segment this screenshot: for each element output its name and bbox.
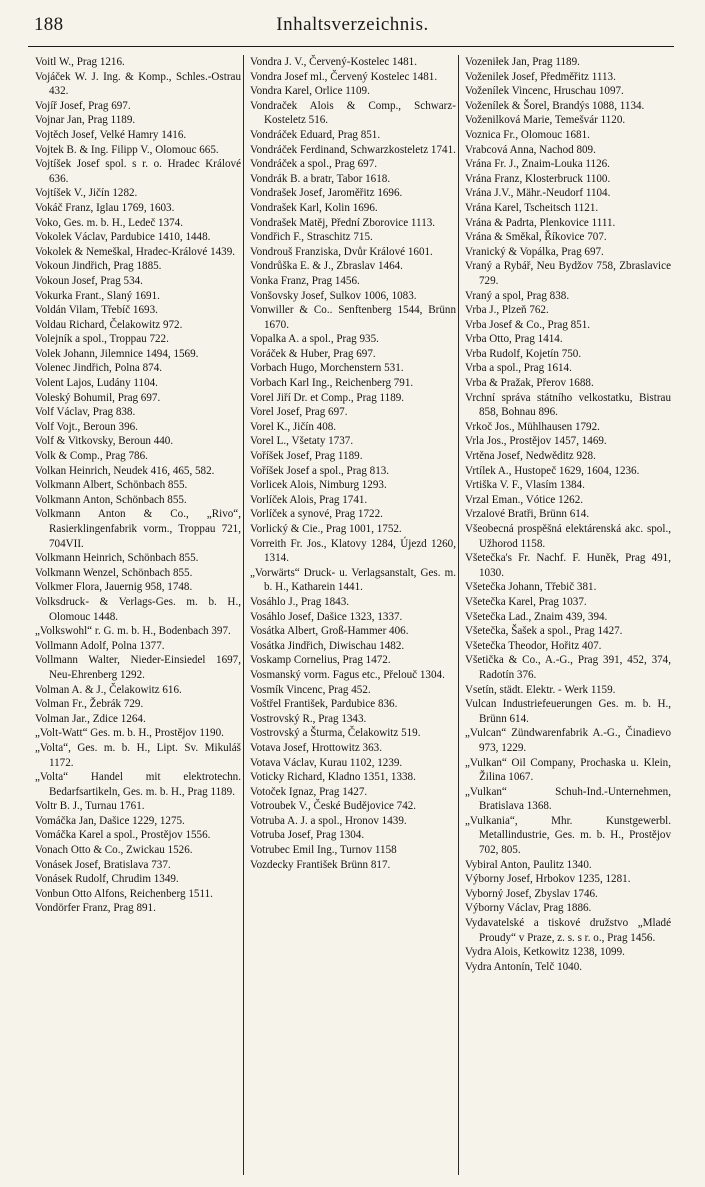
column-divider [458, 55, 459, 1175]
index-entry: Voltr B. J., Turnau 1761. [35, 800, 145, 813]
index-entry: Volkmann Albert, Schönbach 855. [35, 479, 188, 492]
index-entry: Volf Vojt., Beroun 396. [35, 420, 138, 433]
page-number: 188 [34, 14, 64, 35]
index-entry: Volkan Heinrich, Neudek 416, 465, 582. [35, 464, 215, 477]
index-entry: Vranický & Vopálka, Prag 697. [465, 245, 604, 258]
index-entry: Voženilková Marie, Temešvár 1120. [465, 114, 626, 127]
index-entry: Vomáčka Jan, Dašice 1229, 1275. [35, 814, 185, 827]
index-entry: Vorel Jiří Dr. et Comp., Prag 1189. [250, 391, 405, 404]
index-entry: Volent Lajos, Ludány 1104. [35, 377, 158, 390]
index-entry: Vrla Jos., Prostějov 1457, 1469. [465, 435, 607, 448]
page-header [0, 14, 705, 42]
index-entry: Volk & Comp., Prag 786. [35, 450, 148, 463]
index-entry: Volkmer Flora, Jauernig 958, 1748. [35, 581, 193, 594]
index-entry: Vostrovský a Šturma, Čelakowitz 519. [250, 727, 421, 740]
index-entry: Vojtíšek Josef spol. s r. o. Hradec Králové 636. [35, 158, 241, 185]
index-entry: Vosátka Albert, Groß-Hammer 406. [250, 625, 409, 638]
index-entry: Volman Jar., Zdice 1264. [35, 712, 146, 725]
index-entry: Volman Fr., Žebrák 729. [35, 698, 144, 711]
index-entry: Vrchní správa státního velkostatku, Bistrau 858, Bohnau 896. [465, 391, 671, 419]
index-entry: Vorreith Fr. Jos., Klatovy 1284, Újezd 1260, 1314. [250, 537, 456, 565]
index-entry: Vondrůška E. & J., Zbraslav 1464. [250, 260, 403, 273]
index-entry: Vondrák B. a bratr, Tabor 1618. [250, 172, 391, 185]
index-entry: Voldau Richard, Čelakowitz 972. [35, 318, 183, 331]
index-entry: Vokoun Josef, Prag 534. [35, 274, 143, 287]
index-entry: Vrba & Pražak, Přerov 1688. [465, 377, 594, 390]
index-entry: Vsetín, städt. Elektr. - Werk 1159. [465, 683, 616, 696]
index-entry: Vorel K., Jičín 408. [250, 420, 337, 433]
index-entry: Všeobecná prospěšná elektárenská akc. spol., Užhorod 1158. [465, 523, 671, 550]
index-entry: Vrána Franz, Klosterbruck 1100. [465, 172, 611, 185]
index-entry: Vraný a Rybář, Neu Bydžov 758, Zbraslavice 729. [465, 260, 671, 287]
index-entry: Vokolek Václav, Pardubice 1410, 1448. [35, 231, 211, 244]
index-entry: Vorbach Karl Ing., Reichenberg 791. [250, 377, 414, 390]
index-entry: Voříšek Josef, Prag 1189. [250, 450, 363, 463]
index-entry: „Vorwärts“ Druck- u. Verlagsanstalt, Ges. m. b. H., Katharein 1441. [250, 566, 456, 594]
index-entry: Výborny Václav, Prag 1886. [465, 902, 592, 915]
index-entry: „Vulkan“ Oil Company, Prochaska u. Klein, Žilina 1067. [465, 756, 671, 784]
index-entry: Vondráček Ferdinand, Schwarzkosteletz 1741. [250, 143, 456, 156]
index-entry: Volksdruck- & Verlags-Ges. m. b. H., Olomouc 1448. [35, 595, 241, 623]
index-entry: Vrba Otto, Prag 1414. [465, 333, 563, 346]
index-entry: Vrkoč Jos., Mühlhausen 1792. [465, 420, 600, 433]
index-entry: „Volkswohl“ r. G. m. b. H., Bodenbach 397. [35, 625, 231, 638]
index-entry: Vrzalové Bratři, Brünn 614. [465, 508, 590, 521]
index-entry: Vonka Franz, Prag 1456. [250, 274, 360, 287]
index-entry: Votruba Josef, Prag 1304. [250, 829, 365, 842]
index-entry: Všetečka Theodor, Hořitz 407. [465, 639, 602, 652]
index-entry: Vrána & Padrta, Plenkovice 1111. [465, 216, 616, 229]
index-entry: Vonwiller & Co.. Senftenberg 1544, Brünn 1670. [250, 304, 456, 331]
index-entry: „Volta“ Handel mit elektrotechn. Bedarfsartikeln, Ges. m. b. H., Prag 1189. [35, 771, 241, 798]
index-entry: Vozdecky František Brünn 817. [250, 858, 391, 871]
index-entry: Vojtek B. & Ing. Filipp V., Olomouc 665. [35, 143, 219, 156]
index-entry: Vrtěna Josef, Nedwěditz 928. [465, 450, 596, 463]
index-entry: Vorel L., Všetaty 1737. [250, 435, 354, 448]
index-entry: Vorlicek Alois, Nimburg 1293. [250, 479, 387, 492]
index-entry: Vyborný Josef, Zbyslav 1746. [465, 887, 598, 900]
index-entry: Voženílek Vincenc, Hruschau 1097. [465, 85, 624, 98]
index-entry: Vondráček Eduard, Prag 851. [250, 128, 381, 141]
index-entry: Vonásek Rudolf, Chrudim 1349. [35, 873, 179, 886]
index-entry: Volman A. & J., Čelakowitz 616. [35, 683, 182, 696]
index-entry: Vrtiška V. F., Vlasím 1384. [465, 479, 585, 492]
index-entry: Vydra Antonín, Telč 1040. [465, 960, 583, 973]
index-entry: Vrána Fr. J., Znaim-Louka 1126. [465, 158, 610, 171]
index-entry: Vosáhlo J., Prag 1843. [250, 595, 350, 608]
index-entry: Vosátka Jindřich, Diwischau 1482. [250, 639, 405, 652]
index-entry: Vrána Karel, Tscheitsch 1121. [465, 201, 599, 214]
index-entry: Vomáčka Karel a spol., Prostějov 1556. [35, 829, 211, 842]
index-entry: Vydra Alois, Ketkowitz 1238, 1099. [465, 946, 625, 959]
index-entry: Vondraček Alois & Comp., Schwarz-Kosteletz 516. [250, 99, 456, 127]
index-entry: Volkmann Wenzel, Schönbach 855. [35, 566, 193, 579]
index-entry: Votava Václav, Kurau 1102, 1239. [250, 756, 403, 769]
index-entry: Votoček Ignaz, Prag 1427. [250, 785, 368, 798]
index-entry: Vokáč Franz, Iglau 1769, 1603. [35, 201, 175, 214]
index-entry: Vondráček a spol., Prag 697. [250, 158, 378, 171]
index-entry: Vondra Karel, Orlice 1109. [250, 85, 370, 98]
index-entry: Vydavatelské a tiskové družstvo „Mladé Proudy“ v Praze, z. s. s r. o., Prag 1456. [465, 917, 671, 944]
index-entry: Vondörfer Franz, Prag 891. [35, 902, 156, 915]
index-entry: Volf & Vitkovsky, Beroun 440. [35, 435, 174, 448]
index-entry: Vrána & Směkal, Říkovice 707. [465, 231, 607, 244]
index-entry: Vorlíček a synové, Prag 1722. [250, 508, 383, 521]
index-entry: Voskamp Cornelius, Prag 1472. [250, 654, 391, 667]
index-entry: Voldán Vilam, Třebíč 1693. [35, 304, 158, 317]
index-entry: Voticky Richard, Kladno 1351, 1338. [250, 771, 416, 784]
index-entry: Vosmík Vincenc, Prag 452. [250, 683, 371, 696]
index-entry: Vrána J.V., Mähr.-Neudorf 1104. [465, 187, 611, 200]
index-entry: Vorlický & Cie., Prag 1001, 1752. [250, 523, 402, 535]
index-entry: Vrba Rudolf, Kojetín 750. [465, 347, 582, 360]
index-entry: Votruba A. J. a spol., Hronov 1439. [250, 814, 407, 827]
index-entry: „Volt-Watt“ Ges. m. b. H., Prostějov 1190. [35, 727, 224, 740]
index-entry: Vrabcová Anna, Nachod 809. [465, 143, 596, 156]
index-entry: Votrubec Emil Ing., Turnov 1158 [250, 844, 397, 857]
index-entry: Vondrašek Matěj, Přední Zborovice 1113. [250, 216, 436, 229]
index-entry: Voráček & Huber, Prag 697. [250, 347, 376, 360]
index-entry: Vollmann Adolf, Polna 1377. [35, 639, 165, 652]
index-entry: „Vulkania“, Mhr. Kunstgewerbl. Metallindustrie, Ges. m. b. H., Prostějov 702, 805. [465, 814, 671, 857]
index-entry: „Volta“, Ges. m. b. H., Lipt. Sv. Mikuláš 1172. [35, 741, 241, 769]
index-entry: Voštřel František, Pardubice 836. [250, 698, 398, 711]
index-column-2 [250, 55, 456, 872]
index-entry: Vojáček W. J. Ing. & Komp., Schles.-Ostrau 432. [35, 70, 241, 98]
index-entry: Votava Josef, Hrottowitz 363. [250, 741, 382, 754]
index-entry: Výborny Josef, Hrbokov 1235, 1281. [465, 873, 631, 886]
index-entry: Vonásek Josef, Bratislava 737. [35, 858, 171, 871]
column-divider [243, 55, 244, 1175]
index-entry: Vokoun Jindřich, Prag 1885. [35, 260, 162, 273]
index-entry: Vorbach Hugo, Morchenstern 531. [250, 362, 404, 375]
index-entry: Vrtílek A., Hustopeč 1629, 1604, 1236. [465, 464, 640, 477]
index-entry: Všetička & Co., A.-G., Prag 391, 452, 374, Radotín 376. [465, 654, 671, 681]
index-entry: Vojnar Jan, Prag 1189. [35, 114, 136, 127]
index-entry: Vojíř Josef, Prag 697. [35, 99, 131, 112]
index-entry: Voitl W., Prag 1216. [35, 56, 125, 68]
index-entry: Vokurka Frant., Slaný 1691. [35, 289, 160, 302]
index-entry: Vraný a spol, Prag 838. [465, 289, 570, 302]
index-entry: Vollmann Walter, Nieder-Einsiedel 1697, Neu-Ehrenberg 1292. [35, 654, 241, 681]
index-entry: Vorel Josef, Prag 697. [250, 406, 348, 419]
index-entry: Vulcan Industriefeuerungen Ges. m. b. H., Brünn 614. [465, 698, 671, 725]
index-entry: Všetečka Johann, Třebič 381. [465, 581, 597, 594]
index-entry: Vrba Josef & Co., Prag 851. [465, 318, 591, 331]
index-entry: Vrzal Eman., Vótice 1262. [465, 493, 584, 506]
index-entry: Vozeniłek Jan, Prag 1189. [465, 56, 580, 68]
index-entry: „Vulcan“ Zündwarenfabrik A.-G., Činadievo 973, 1229. [465, 727, 671, 754]
index-entry: Všetečka Karel, Prag 1037. [465, 595, 587, 608]
index-entry: Vonach Otto & Co., Zwickau 1526. [35, 844, 193, 857]
index-entry: „Vulkan“ Schuh-Ind.-Unternehmen, Bratislava 1368. [465, 785, 671, 813]
index-entry: Vondrašek Josef, Jaroměřitz 1696. [250, 187, 403, 200]
index-entry: Vopalka A. a spol., Prag 935. [250, 333, 379, 346]
index-entry: Votroubek V., České Budějovice 742. [250, 800, 417, 813]
running-title: Inhaltsverzeichnis. [276, 14, 429, 35]
index-entry: Volf Václav, Prag 838. [35, 406, 136, 419]
index-entry: Vondra Josef ml., Červený Kostelec 1481. [250, 70, 438, 83]
index-entry: Voříšek Josef a spol., Prag 813. [250, 464, 390, 477]
index-entry: Voženilek Josef, Předměřitz 1113. [465, 70, 616, 83]
index-entry: Vondrouš Franziska, Dvůr Králové 1601. [250, 245, 433, 258]
index-entry: Vrba J., Plzeň 762. [465, 304, 549, 317]
index-entry: Voznica Fr., Olomouc 1681. [465, 128, 590, 141]
index-entry: Vojtíšek V., Jičín 1282. [35, 187, 138, 200]
index-entry: Volejník a spol., Troppau 722. [35, 333, 169, 346]
index-entry: Všetečka Lad., Znaim 439, 394. [465, 610, 608, 623]
index-column-3 [465, 55, 671, 974]
index-entry: Vondra J. V., Červený-Kostelec 1481. [250, 56, 418, 68]
index-entry: Volkmann Heinrich, Schönbach 855. [35, 552, 199, 565]
index-entry: Vosáhlo Josef, Dašice 1323, 1337. [250, 610, 403, 623]
index-entry: Volkmann Anton, Schönbach 855. [35, 493, 187, 506]
index-entry: Vosmanský vorm. Fagus etc., Přelouč 1304. [250, 668, 445, 681]
index-entry: Volek Johann, Jilemnice 1494, 1569. [35, 347, 199, 360]
index-entry: Vrba a spol., Prag 1614. [465, 362, 572, 375]
index-entry: Vondřich F., Straschitz 715. [250, 231, 373, 244]
header-rule [28, 46, 674, 47]
index-entry: Vojtěch Josef, Velké Hamry 1416. [35, 128, 187, 141]
index-entry: Všetečka, Šašek a spol., Prag 1427. [465, 625, 623, 638]
index-entry: Voženílek & Šorel, Brandýs 1088, 1134. [465, 99, 645, 112]
index-column-1 [35, 55, 241, 916]
index-entry: Voleský Bohumil, Prag 697. [35, 391, 161, 404]
index-entry: Vorlíček Alois, Prag 1741. [250, 493, 368, 506]
index-entry: Vostrovský R., Prag 1343. [250, 712, 367, 725]
index-entry: Vondrašek Karl, Kolin 1696. [250, 201, 378, 214]
index-entry: Vonšovsky Josef, Sulkov 1006, 1083. [250, 289, 417, 302]
index-entry: Voko, Ges. m. b. H., Ledeč 1374. [35, 216, 183, 229]
index-entry: Vokolek & Nemeškal, Hradec-Králové 1439. [35, 245, 236, 258]
index-entry: Vybiral Anton, Paulitz 1340. [465, 858, 592, 871]
index-entry: Volkmann Anton & Co., „Rivo“, Rasierklingenfabrik vorm., Troppau 721, 704VII. [35, 508, 241, 550]
index-entry: Volenec Jindřich, Polna 874. [35, 362, 163, 375]
index-entry: Vonbun Otto Alfons, Reichenberg 1511. [35, 887, 213, 900]
index-entry: Všetečka's Fr. Nachf. F. Huněk, Prag 491, 1030. [465, 552, 671, 579]
